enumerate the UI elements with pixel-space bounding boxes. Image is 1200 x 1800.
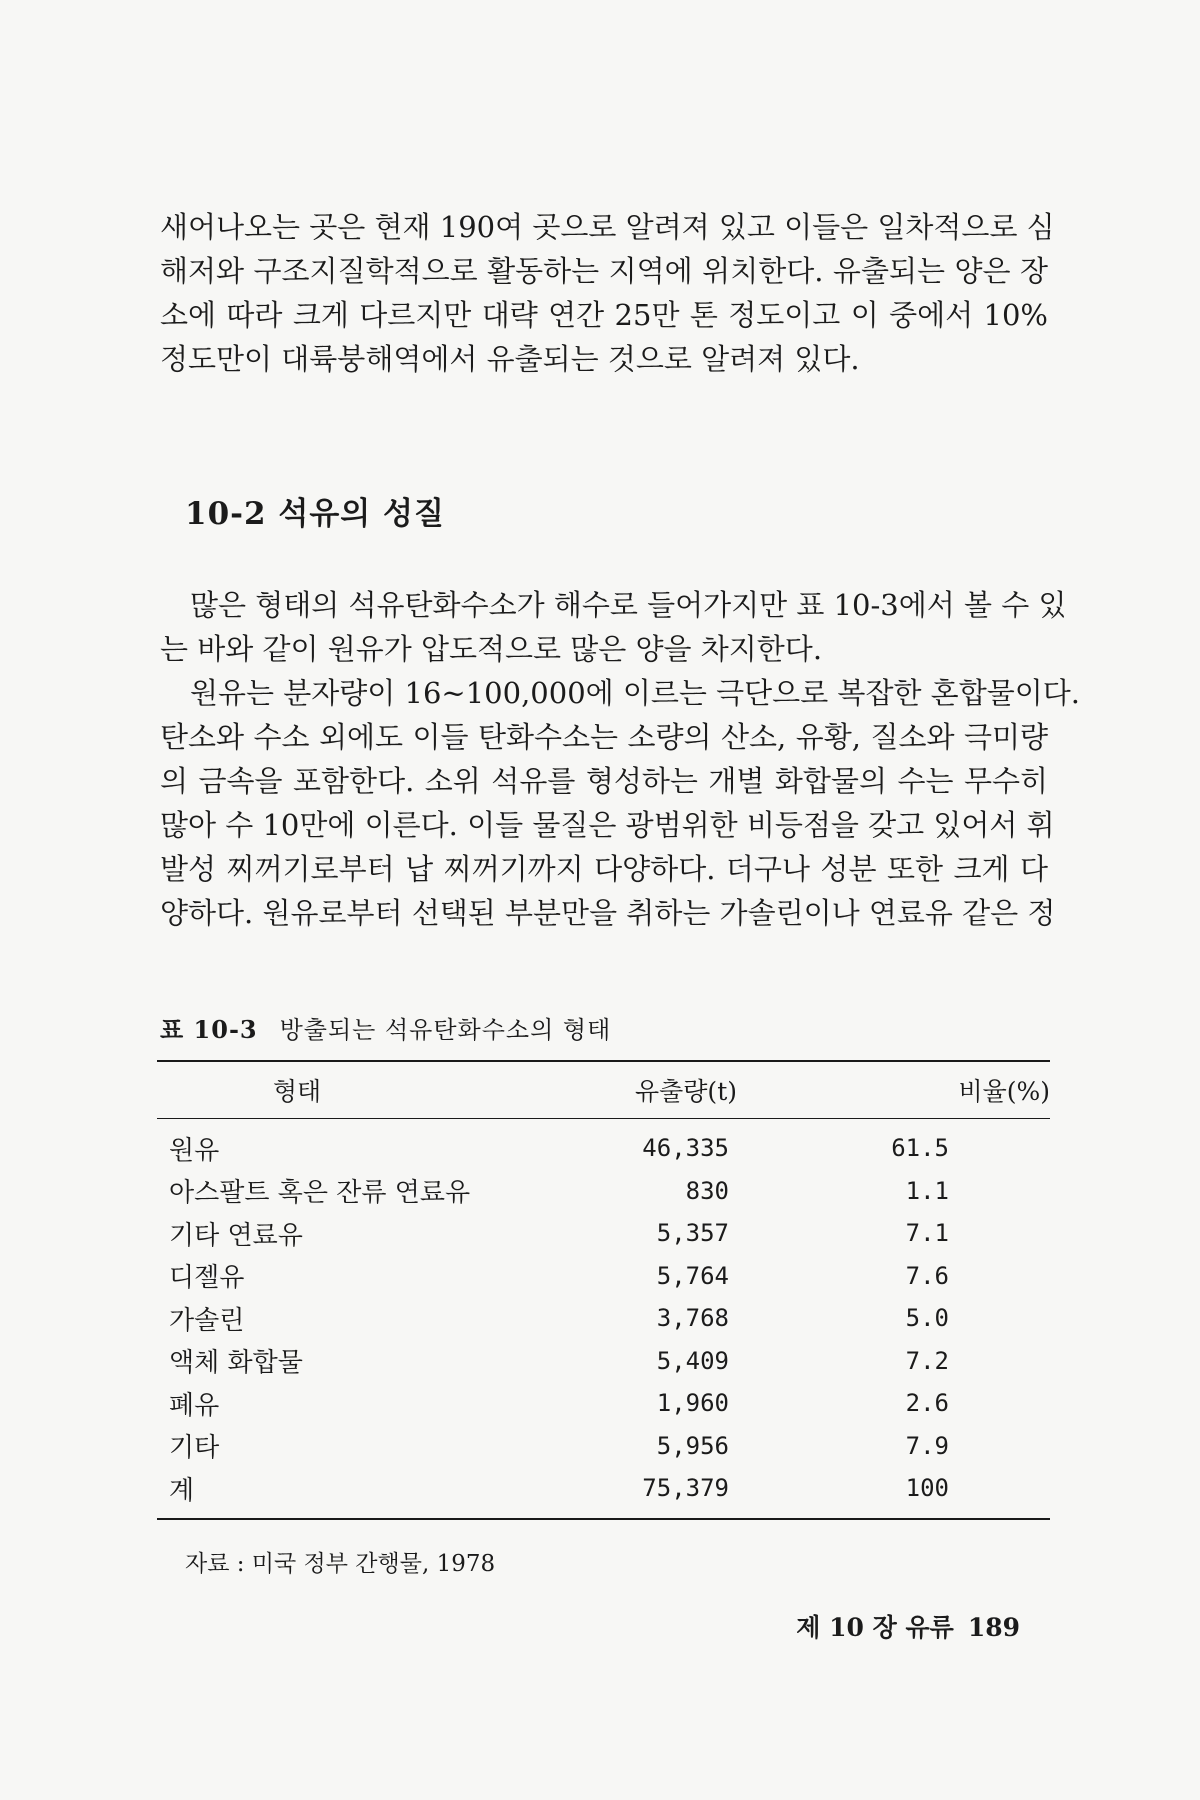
page-number: 189 bbox=[967, 1613, 1020, 1642]
table-row bbox=[157, 1127, 1050, 1170]
cell-type: 계 bbox=[169, 1475, 195, 1506]
data-table bbox=[157, 1060, 1050, 1520]
cell-type: 디젤유 bbox=[169, 1263, 245, 1294]
header-amount: 유출량(t) bbox=[634, 1077, 737, 1106]
cell-amount: 3,768 bbox=[656, 1304, 729, 1333]
section-heading: 10-2 석유의 성질 bbox=[185, 496, 445, 532]
cell-amount: 46,335 bbox=[642, 1134, 729, 1163]
paragraph-1 bbox=[160, 205, 1055, 381]
cell-amount: 5,764 bbox=[656, 1261, 729, 1290]
header-type: 형태 bbox=[272, 1077, 322, 1106]
table-row bbox=[157, 1425, 1050, 1468]
text-line: 소에 따라 크게 다르지만 대략 연간 25만 톤 정도이고 이 중에서 10% bbox=[160, 298, 1048, 332]
text-line: 많은 형태의 석유탄화수소가 해수로 들어가지만 표 10-3에서 볼 수 있 bbox=[190, 588, 1067, 622]
header-ratio: 비율(%) bbox=[958, 1077, 1050, 1106]
text-line: 해저와 구조지질학적으로 활동하는 지역에 위치한다. 유출되는 양은 장 bbox=[160, 254, 1048, 288]
table-caption bbox=[160, 1010, 611, 1045]
cell-ratio: 2.6 bbox=[905, 1389, 949, 1418]
cell-amount: 5,409 bbox=[656, 1346, 729, 1375]
table-row bbox=[157, 1170, 1050, 1213]
cell-ratio: 100 bbox=[905, 1474, 949, 1503]
cell-ratio: 61.5 bbox=[891, 1134, 949, 1163]
table-source-note: 자료 : 미국 정부 간행물, 1978 bbox=[185, 1551, 496, 1577]
table-row bbox=[157, 1212, 1050, 1255]
text-line: 많아 수 10만에 이른다. 이들 물질은 광범위한 비등점을 갖고 있어서 휘 bbox=[160, 808, 1055, 842]
chapter-label: 제 10 장 유류 bbox=[796, 1613, 954, 1642]
cell-amount: 75,379 bbox=[642, 1474, 729, 1503]
cell-type: 기타 bbox=[169, 1433, 220, 1464]
text-line: 정도만이 대륙붕해역에서 유출되는 것으로 알려져 있다. bbox=[160, 342, 860, 376]
cell-ratio: 7.6 bbox=[905, 1261, 949, 1290]
table-bottom-rule bbox=[157, 1518, 1050, 1520]
cell-ratio: 7.2 bbox=[905, 1346, 949, 1375]
cell-type: 가솔린 bbox=[169, 1305, 245, 1336]
table-header-row bbox=[157, 1062, 1050, 1118]
cell-type: 액체 화합물 bbox=[169, 1348, 303, 1379]
cell-ratio: 7.1 bbox=[905, 1219, 949, 1248]
cell-amount: 830 bbox=[685, 1176, 729, 1205]
cell-type: 아스팔트 혹은 잔류 연료유 bbox=[169, 1178, 471, 1209]
text-line: 는 바와 같이 원유가 압도적으로 많은 양을 차지한다. bbox=[160, 632, 823, 666]
cell-ratio: 7.9 bbox=[905, 1431, 949, 1460]
text-line: 발성 찌꺼기로부터 납 찌꺼기까지 다양하다. 더구나 성분 또한 크게 다 bbox=[160, 852, 1048, 886]
paragraph-2 bbox=[160, 583, 1080, 935]
cell-type: 폐유 bbox=[169, 1390, 220, 1421]
table-row bbox=[157, 1340, 1050, 1383]
cell-ratio: 5.0 bbox=[905, 1304, 949, 1333]
cell-amount: 5,956 bbox=[656, 1431, 729, 1460]
cell-type: 원유 bbox=[169, 1135, 220, 1166]
table-row bbox=[157, 1255, 1050, 1298]
text-line: 원유는 분자량이 16~100,000에 이르는 극단으로 복잡한 혼합물이다. bbox=[190, 676, 1080, 710]
text-line: 탄소와 수소 외에도 이들 탄화수소는 소량의 산소, 유황, 질소와 극미량 bbox=[160, 720, 1048, 754]
table-caption-title: 방출되는 석유탄화수소의 형태 bbox=[279, 1016, 612, 1044]
table-row bbox=[157, 1382, 1050, 1425]
cell-amount: 1,960 bbox=[656, 1389, 729, 1418]
table-body bbox=[157, 1119, 1050, 1518]
text-line: 새어나오는 곳은 현재 190여 곳으로 알려져 있고 이들은 일차적으로 심 bbox=[160, 210, 1055, 244]
page-footer bbox=[796, 1608, 1020, 1644]
text-line: 의 금속을 포함한다. 소위 석유를 형성하는 개별 화합물의 수는 무수히 bbox=[160, 764, 1048, 798]
cell-amount: 5,357 bbox=[656, 1219, 729, 1248]
cell-ratio: 1.1 bbox=[905, 1176, 949, 1205]
table-caption-number: 표 10-3 bbox=[160, 1015, 258, 1044]
table-row bbox=[157, 1297, 1050, 1340]
table-row-total bbox=[157, 1467, 1050, 1510]
cell-type: 기타 연료유 bbox=[169, 1220, 303, 1251]
text-line: 양하다. 원유로부터 선택된 부분만을 취하는 가솔린이나 연료유 같은 정 bbox=[160, 896, 1056, 930]
